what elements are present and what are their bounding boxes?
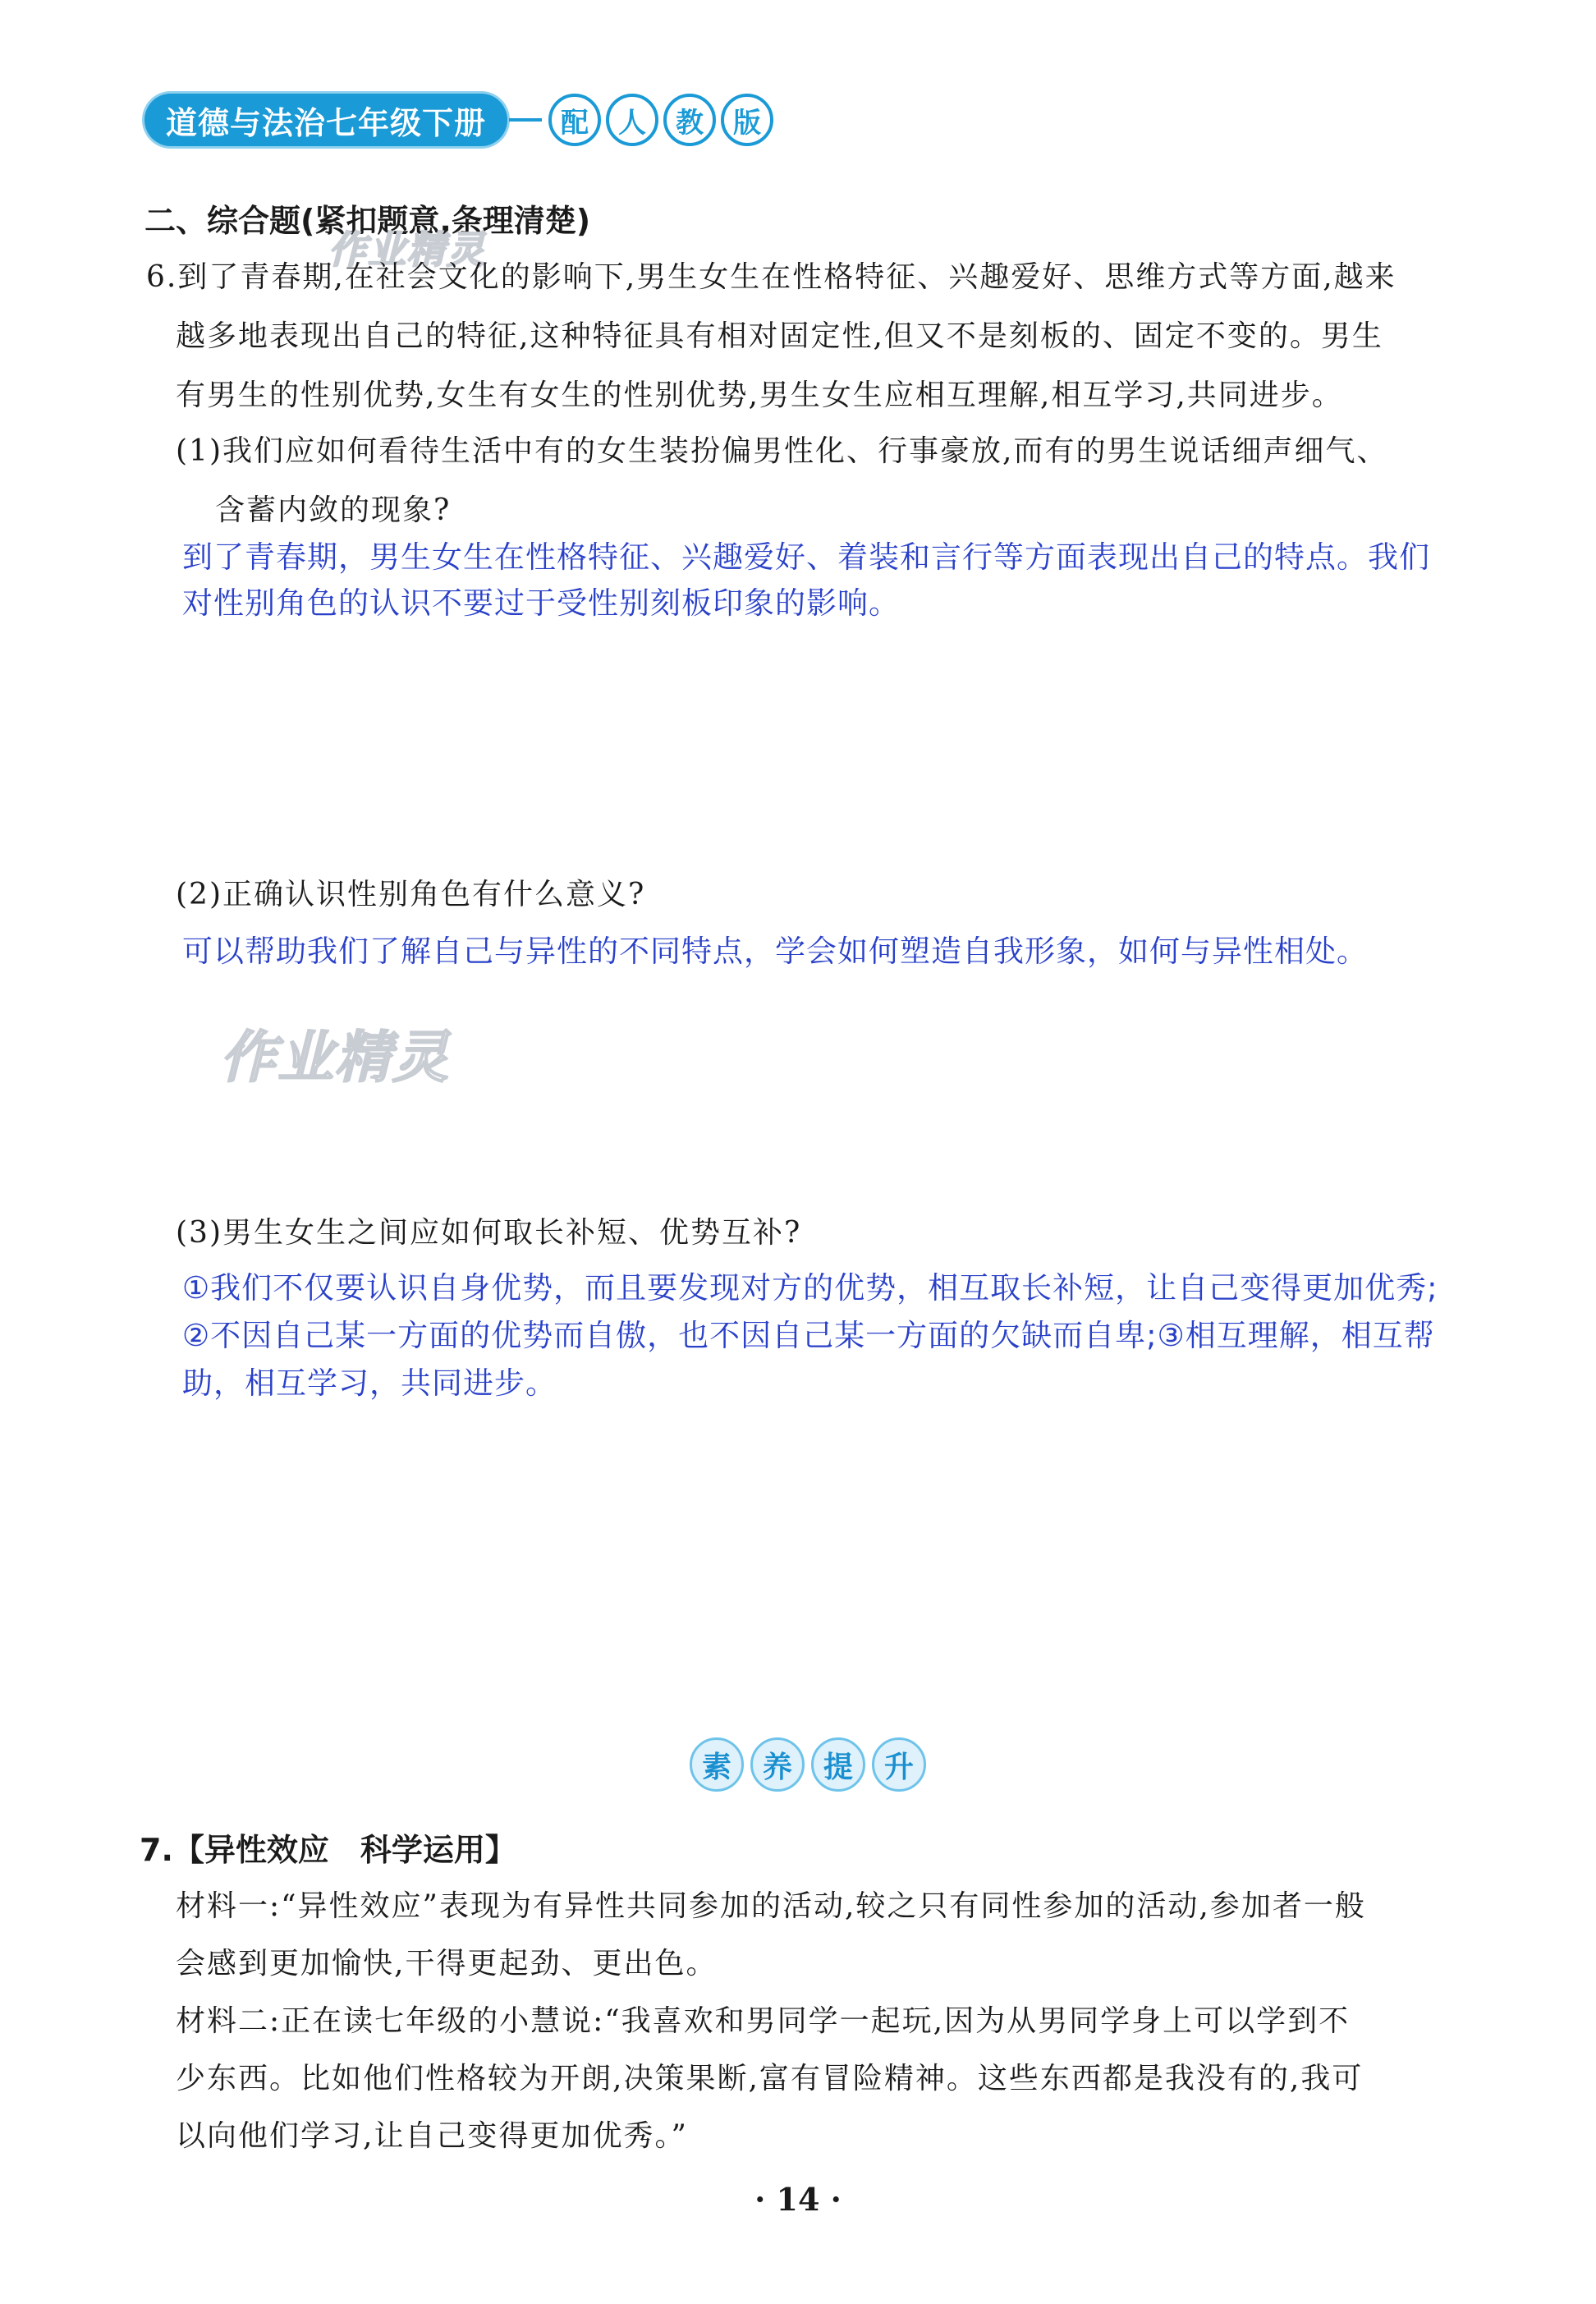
edition-char: 人 [606,94,658,146]
edition-char: 教 [663,94,716,146]
q7-line: 会感到更加愉快,干得更起劲、更出色。 [176,1947,718,1980]
q6-sub2-question: (2)正确认识性别角色有什么意义? [176,878,646,911]
section-badges [690,1737,926,1792]
q6-sub1-answer: 到了青春期，男生女生在性格特征、兴趣爱好、着装和言行等方面表现出自己的特点。我们 [182,539,1430,575]
section-title: 二、综合题(紧扣题意,条理清楚) [144,203,591,239]
q6-sub3-answer: 助，相互学习，共同进步。 [182,1365,557,1401]
section-badge-char: 提 [811,1737,865,1792]
section-badge-char: 养 [750,1737,805,1792]
section-badge-char: 升 [872,1737,926,1792]
header-connector [509,118,542,122]
book-header [144,92,773,148]
q7-title: 7.【异性效应 科学运用】 [140,1832,516,1868]
q7-line: 材料二:正在读七年级的小慧说:“我喜欢和男同学一起玩,因为从男同学身上可以学到不 [176,2004,1351,2038]
q6-sub3-answer: ②不因自己某一方面的优势而自傲，也不因自己某一方面的欠缺而自卑;③相互理解，相互帮 [182,1318,1435,1353]
q6-sub1-question: 含蓄内敛的现象? [215,493,452,527]
q6-sub3-question: (3)男生女生之间应如何取长补短、优势互补? [176,1216,802,1250]
q6-line: 6.到了青春期,在社会文化的影响下,男生女生在性格特征、兴趣爱好、思维方式等方面,越来 [146,260,1396,294]
q6-sub1-question: (1)我们应如何看待生活中有的女生装扮偏男性化、行事豪放,而有的男生说话细声细气、 [176,434,1388,468]
q6-sub2-answer: 可以帮助我们了解自己与异性的不同特点，学会如何塑造自我形象，如何与异性相处。 [182,934,1368,969]
q7-line: 材料一:“异性效应”表现为有异性共同参加的活动,较之只有同性参加的活动,参加者一般 [176,1889,1366,1923]
q7-line: 少东西。比如他们性格较为开朗,决策果断,富有冒险精神。这些东西都是我没有的,我可 [176,2062,1364,2095]
edition-char: 版 [721,94,773,146]
edition-char: 配 [548,94,601,146]
q6-sub3-answer: ①我们不仅要认识自身优势，而且要发现对方的优势，相互取长补短，让自己变得更加优秀; [182,1270,1438,1306]
watermark: 作业精灵 [220,1026,451,1090]
q6-line: 越多地表现出自己的特征,这种特征具有相对固定性,但又不是刻板的、固定不变的。男生 [176,319,1383,353]
q6-sub1-answer: 对性别角色的认识不要过于受性别刻板印象的影响。 [182,585,900,621]
q6-line: 有男生的性别优势,女生有女生的性别优势,男生女生应相互理解,相互学习,共同进步。 [176,379,1343,412]
watermark: 作业精灵 [328,227,486,272]
q7-line: 以向他们学习,让自己变得更加优秀。” [176,2119,688,2153]
book-title-badge: 道德与法治七年级下册 [144,94,507,146]
page-number: · 14 · [754,2181,842,2218]
section-badge-char: 素 [690,1737,744,1792]
